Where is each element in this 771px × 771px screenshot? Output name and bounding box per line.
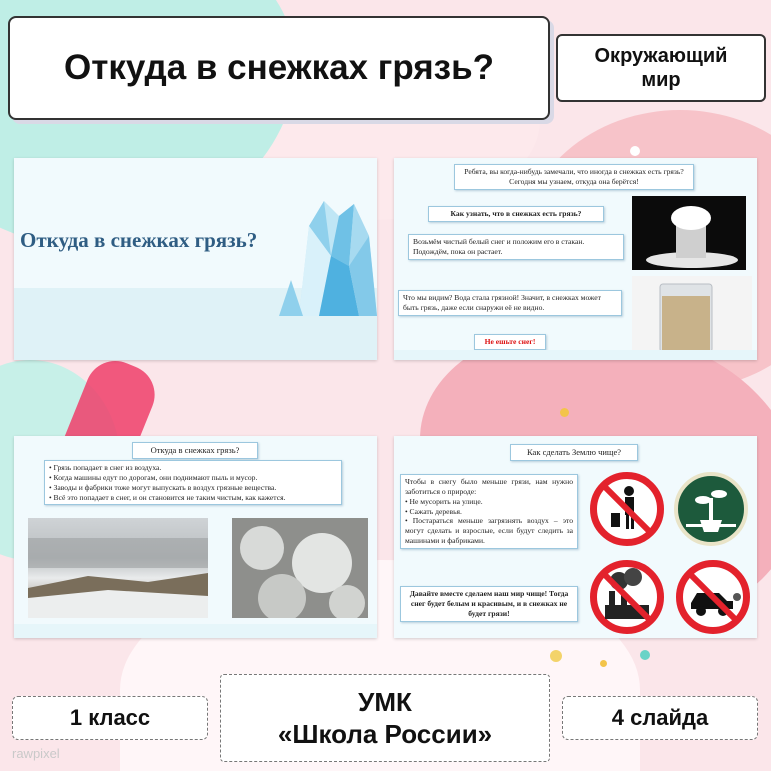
slide-2-question: Как узнать, что в снежках есть грязь? — [428, 206, 604, 222]
grade-badge — [12, 696, 208, 740]
slide-3-preview[interactable] — [14, 436, 377, 638]
dirty-water-glass-photo — [632, 276, 752, 356]
umk-badge — [220, 674, 550, 762]
bullet: • Заводы и фабрики тоже могут выпускать в воздух грязные вещества. — [49, 482, 277, 492]
slide-2-step: Возьмём чистый белый снег и положим его в стакан. Подождём, пока он растает. — [408, 234, 624, 260]
snow-in-glass-photo — [632, 196, 746, 270]
watermark: rawpixel — [12, 746, 60, 761]
bullet: • Постараться меньше загрязнять воздух – это могут сделать и взрослые, если будут следить за машинами и фабриками. — [405, 516, 573, 546]
slide-4-intro: Чтобы в снегу было меньше грязи, нам нужно заботиться о природе: — [405, 477, 573, 496]
umk-line-1: УМК — [358, 686, 412, 717]
slide-1-title: Откуда в снежках грязь? — [20, 228, 258, 252]
slide-3-bullets — [44, 460, 342, 505]
slide-count-badge — [562, 696, 758, 740]
bullet: • Сажать деревья. — [405, 506, 462, 516]
slide-4-preview[interactable] — [394, 436, 757, 638]
subject-card — [556, 34, 766, 102]
subject-label: Окружающий мир — [594, 45, 728, 91]
no-factory-pollution-sign-icon — [590, 560, 664, 634]
bullet: • Когда машины едут по дорогам, они поднимают пыль и мусор. — [49, 472, 258, 482]
title-card — [8, 16, 550, 120]
slide-2-preview[interactable] — [394, 158, 757, 360]
grade-label: 1 класс — [69, 705, 151, 730]
slide-2-result: Что мы видим? Вода стала грязной! Значит, в снежках может быть грязь, даже если снаружи её не видно. — [398, 290, 622, 316]
slide-3-title: Откуда в снежках грязь? — [132, 442, 258, 459]
iceberg-illustration — [269, 196, 377, 316]
bullet: • Всё это попадает в снег, и он становится не таким чистым, как кажется. — [49, 492, 286, 502]
slide-4-title: Как сделать Землю чище? — [510, 444, 638, 461]
plant-trees-icon — [674, 472, 748, 546]
bullet: • Грязь попадает в снег из воздуха. — [49, 463, 162, 472]
slide-1-preview[interactable] — [14, 158, 377, 360]
dirty-snow-road-photo — [28, 518, 208, 618]
umk-line-2: «Школа России» — [277, 719, 493, 749]
dirty-snow-closeup-photo — [232, 518, 368, 618]
bullet: • Не мусорить на улице. — [405, 496, 483, 506]
no-car-exhaust-sign-icon — [676, 560, 750, 634]
slide-2-warning: Не ешьте снег! — [474, 334, 546, 350]
no-littering-sign-icon — [590, 472, 664, 546]
slide-count-label: 4 слайда — [611, 705, 709, 730]
slide-2-intro: Ребята, вы когда-нибудь замечали, что иногда в снежках есть грязь? Сегодня мы узнаем, откуда она берётся! — [454, 164, 694, 190]
slide-4-call: Давайте вместе сделаем наш мир чище! Тогда снег будет белым и красивым, и в снежках не будет грязи! — [400, 586, 578, 622]
slide-4-text — [400, 474, 578, 549]
main-title: Откуда в снежках грязь? — [64, 48, 494, 87]
